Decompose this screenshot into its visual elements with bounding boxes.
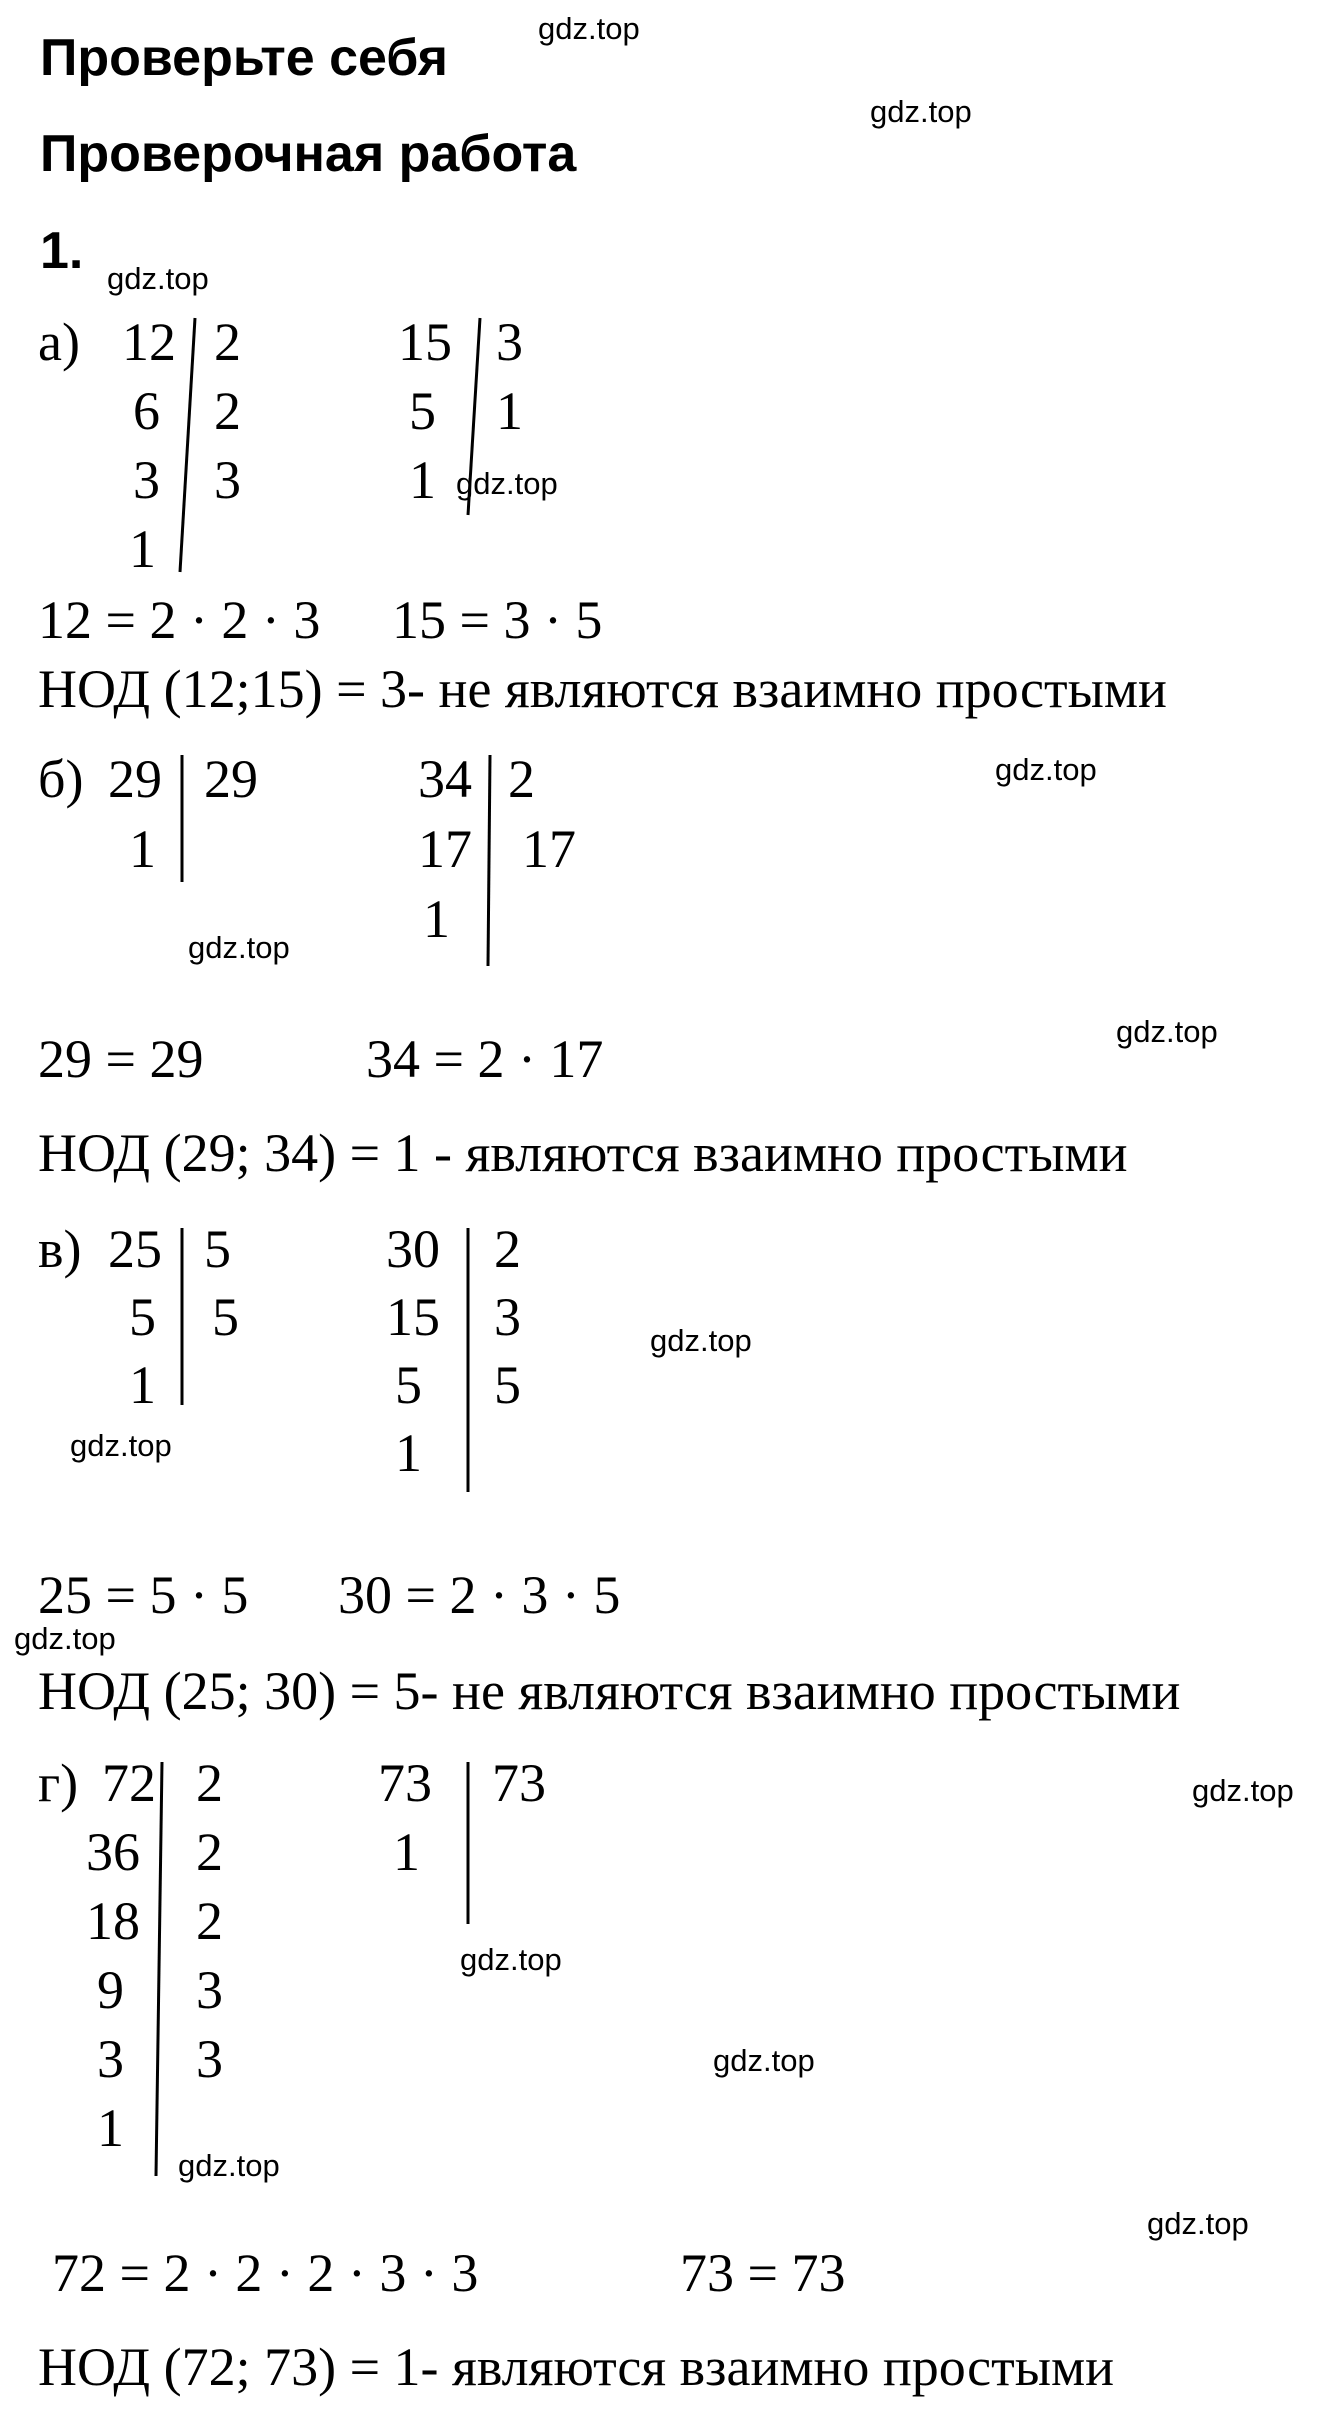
factorization: 15 = 3 · 5 [392, 590, 603, 650]
watermark: gdz.top [456, 466, 558, 501]
divisor: 73 [492, 1753, 546, 1813]
watermark: gdz.top [70, 1428, 172, 1463]
part-label: б) [38, 749, 84, 809]
dividend: 9 [97, 1960, 124, 2020]
divisor: 1 [496, 381, 523, 441]
divisor: 2 [214, 381, 241, 441]
conclusion: НОД (12;15) = 3- не являются взаимно простыми [38, 659, 1167, 719]
part-label: а) [38, 312, 80, 372]
divisor: 3 [196, 1960, 223, 2020]
watermark: gdz.top [460, 1942, 562, 1977]
dividend: 15 [398, 312, 452, 372]
part-label: г) [38, 1753, 79, 1813]
divisor: 2 [508, 749, 535, 809]
divisor: 2 [214, 312, 241, 372]
watermark: gdz.top [995, 752, 1097, 787]
divisor: 29 [204, 749, 258, 809]
factorization: 25 = 5 · 5 [38, 1565, 249, 1625]
task-number: 1. [40, 222, 84, 280]
dividend: 36 [86, 1822, 140, 1882]
dividend: 3 [97, 2029, 124, 2089]
dividend: 5 [129, 1287, 156, 1347]
factorization: 73 = 73 [680, 2243, 846, 2303]
part-label: в) [38, 1219, 82, 1279]
divisor: 2 [196, 1753, 223, 1813]
factorization: 12 = 2 · 2 · 3 [38, 590, 321, 650]
page-subtitle: Проверочная работа [40, 125, 577, 183]
conclusion: НОД (72; 73) = 1- являются взаимно простыми [38, 2337, 1115, 2397]
divisor: 17 [522, 819, 576, 879]
conclusion: НОД (29; 34) = 1 - являются взаимно простыми [38, 1123, 1128, 1183]
watermark: gdz.top [14, 1621, 116, 1656]
dividend: 25 [108, 1219, 162, 1279]
dividend: 1 [97, 2098, 124, 2158]
dividend: 1 [423, 889, 450, 949]
conclusion: НОД (25; 30) = 5- не являются взаимно простыми [38, 1661, 1181, 1721]
watermark: gdz.top [188, 930, 290, 965]
factorization: 29 = 29 [38, 1029, 204, 1089]
dividend: 1 [395, 1423, 422, 1483]
dividend: 5 [409, 381, 436, 441]
divisor: 5 [204, 1219, 231, 1279]
factorization: 34 = 2 · 17 [366, 1029, 604, 1089]
watermark: gdz.top [107, 261, 209, 296]
dividend: 30 [386, 1219, 440, 1279]
dividend: 18 [86, 1891, 140, 1951]
dividend: 1 [129, 1355, 156, 1415]
dividend: 6 [133, 381, 160, 441]
dividend: 15 [386, 1287, 440, 1347]
factorization: 30 = 2 · 3 · 5 [338, 1565, 621, 1625]
division-line [156, 1762, 162, 2176]
watermark: gdz.top [713, 2043, 815, 2078]
divisor: 5 [494, 1355, 521, 1415]
dividend: 1 [393, 1822, 420, 1882]
page-title: Проверьте себя [40, 29, 449, 87]
dividend: 29 [108, 749, 162, 809]
divisor: 3 [214, 450, 241, 510]
watermark: gdz.top [1192, 1773, 1294, 1808]
watermark: gdz.top [870, 94, 972, 129]
watermark: gdz.top [178, 2148, 280, 2183]
watermark: gdz.top [1116, 1014, 1218, 1049]
divisor: 2 [196, 1822, 223, 1882]
watermark: gdz.top [650, 1323, 752, 1358]
divisor: 3 [496, 312, 523, 372]
dividend: 3 [133, 450, 160, 510]
dividend: 12 [122, 312, 176, 372]
dividend: 73 [378, 1753, 432, 1813]
dividend: 17 [418, 819, 472, 879]
division-line [180, 318, 195, 572]
divisor: 2 [494, 1219, 521, 1279]
factorization: 72 = 2 · 2 · 2 · 3 · 3 [52, 2243, 479, 2303]
watermark: gdz.top [538, 11, 640, 46]
dividend: 5 [395, 1355, 422, 1415]
dividend: 34 [418, 749, 472, 809]
divisor: 5 [212, 1287, 239, 1347]
dividend: 1 [129, 819, 156, 879]
dividend: 1 [129, 519, 156, 579]
dividend: 1 [409, 450, 436, 510]
division-line [488, 755, 490, 966]
watermark: gdz.top [1147, 2206, 1249, 2241]
divisor: 3 [494, 1287, 521, 1347]
divisor: 2 [196, 1891, 223, 1951]
dividend: 72 [102, 1753, 156, 1813]
divisor: 3 [196, 2029, 223, 2089]
